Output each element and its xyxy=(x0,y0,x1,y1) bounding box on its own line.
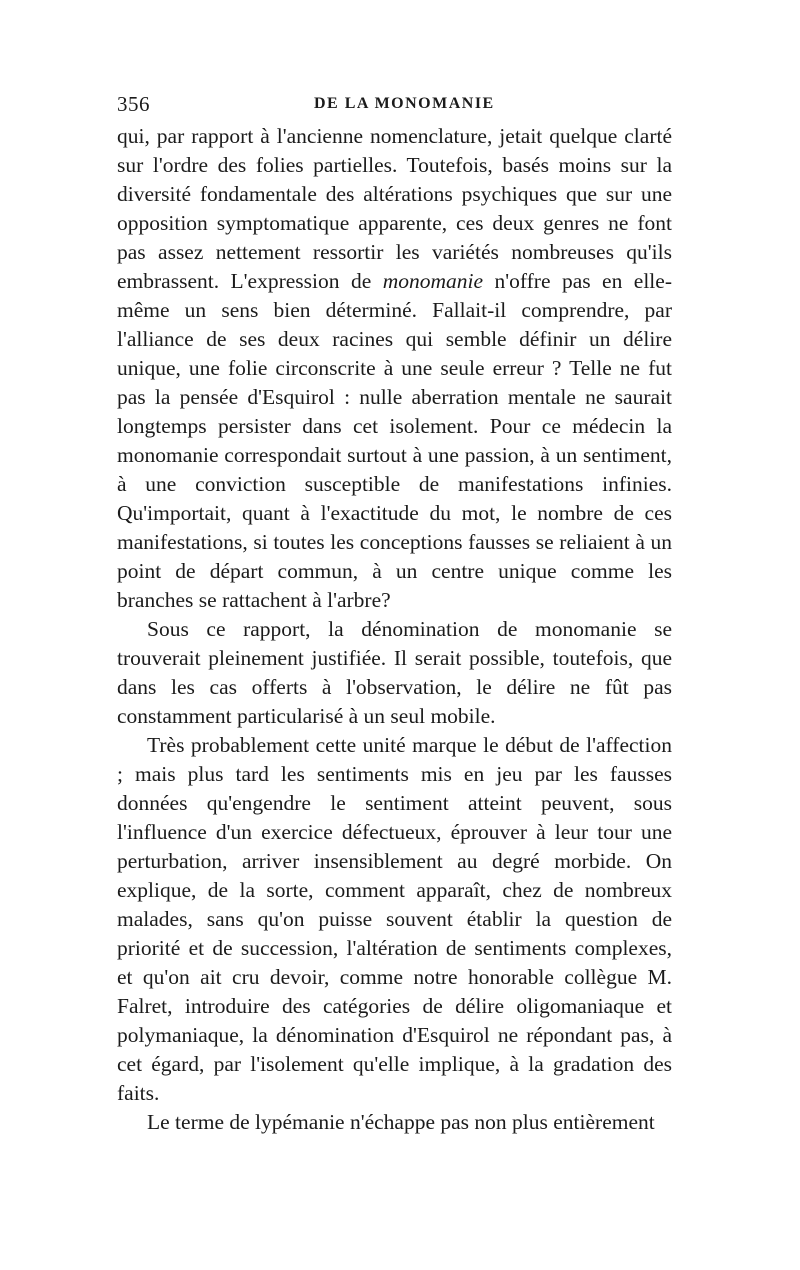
paragraph-3: Très probablement cette unité marque le début de l'affection ; mais plus tard les sentiments mis en jeu par les fausses données qu'engendre le sentiment atteint peuvent, sous l'influence d'un exercice défectueux, éprouver à leur tour une perturbation, arriver insensiblement au degré morbide. On explique, de la sorte, comment apparaît, chez de nombreux malades, sans qu'on puisse souvent établir la question de priorité et de succession, l'altération de sentiments complexes, et qu'on ait cru devoir, comme notre honorable collègue M. Falret, introduire des catégories de délire oligomaniaque et polymaniaque, la dénomination d'Esquirol ne répondant pas, à cet égard, par l'isolement qu'elle implique, à la gradation des faits. xyxy=(117,733,672,1105)
italic-term: monomanie xyxy=(382,269,484,293)
body-text xyxy=(117,122,672,1137)
page-number: 356 xyxy=(117,92,150,116)
paragraph-1 xyxy=(117,122,672,615)
paragraph-1-text-a: qui, par rapport à l'ancienne nomenclature, jetait quelque clarté sur l'ordre des folies partielles. Toutefois, basés moins sur la diversité fondamentale des altérations psychiques que sur une opposition symptomatique apparente, ces deux genres ne font pas assez nettement ressortir les variétés nombreuses qu'ils embrassent. L'expression de xyxy=(117,124,672,293)
paragraph-1-text-b: n'offre pas en elle-même un sens bien déterminé. Fallait-il comprendre, par l'alliance de ses deux racines qui semble définir un délire unique, une folie circonscrite à une seule erreur ? Telle ne fut pas la pensée d'Esquirol : nulle aberration mentale ne saurait longtemps persister dans cet isolement. Pour ce médecin la monomanie correspondait surtout à une passion, à un sentiment, à une conviction susceptible de manifestations infinies. Qu'importait, quant à l'exactitude du mot, le nombre de ces manifestations, si toutes les conceptions fausses se reliaient à un point de départ commun, à un centre unique comme les branches se rattachent à l'arbre? xyxy=(117,269,672,612)
paragraph-2: Sous ce rapport, la dénomination de monomanie se trouverait pleinement justifiée. Il serait possible, toutefois, que dans les cas offerts à l'observation, le délire ne fût pas constamment particularisé à un seul mobile. xyxy=(117,617,672,728)
page-header xyxy=(117,92,672,122)
running-title: DE LA MONOMANIE xyxy=(314,95,495,112)
paragraph-4: Le terme de lypémanie n'échappe pas non plus entièrement xyxy=(147,1110,655,1134)
